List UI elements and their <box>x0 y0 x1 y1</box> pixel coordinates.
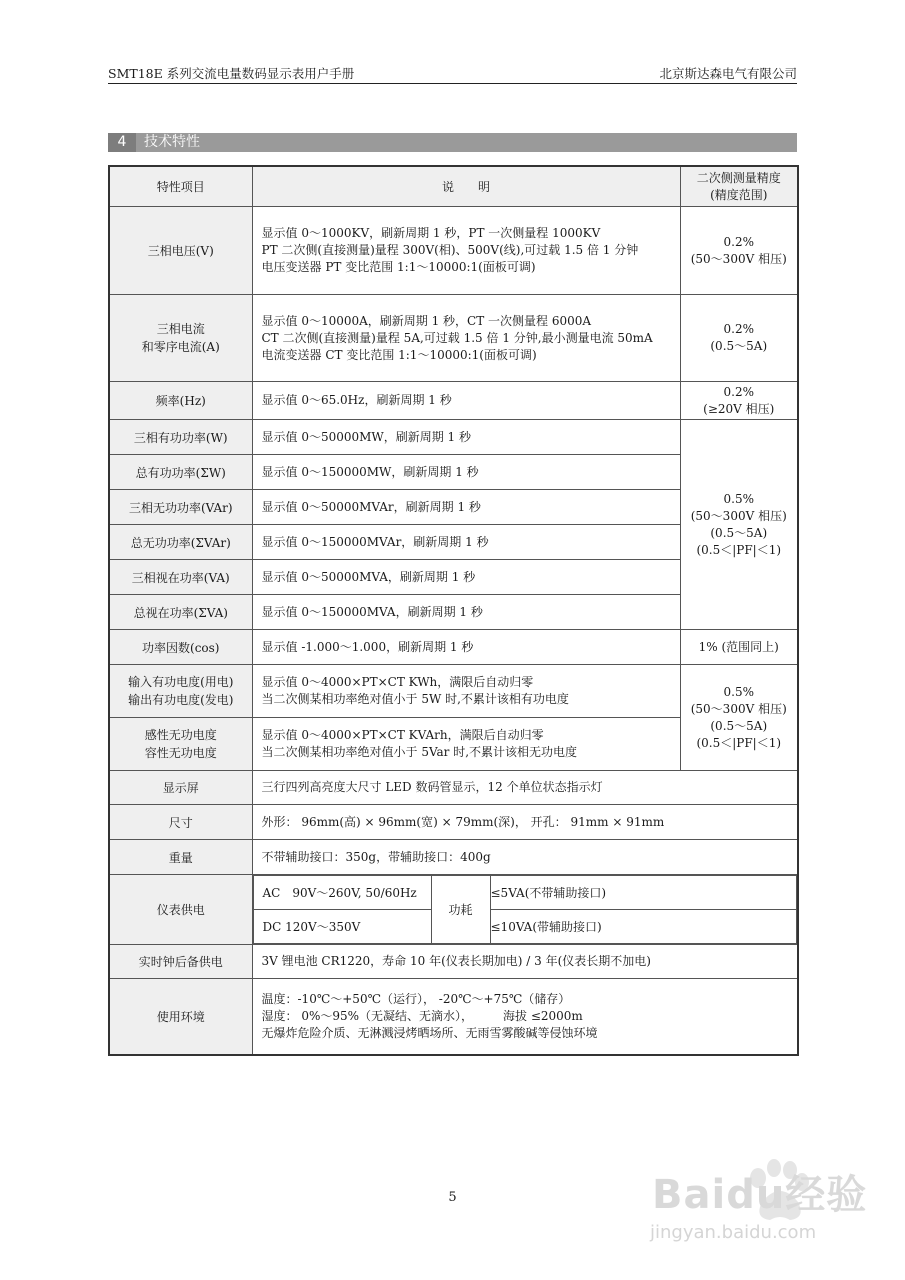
item-current <box>109 295 252 382</box>
item-size: 尺寸 <box>109 805 252 840</box>
supply-p2: ≤10VA(带辅助接口) <box>490 910 797 944</box>
desc-energy-reactive <box>252 718 680 771</box>
header-desc: 说 明 <box>252 166 680 207</box>
item-clock: 实时钟后备供电 <box>109 945 252 979</box>
table-row <box>109 630 798 665</box>
desc-energy-active <box>252 665 680 718</box>
desc-env <box>252 979 798 1055</box>
item-frequency: 频率(Hz) <box>109 382 252 420</box>
section-title: 技术特性 <box>144 134 200 150</box>
table-row <box>109 295 798 382</box>
item-line: 输出有功电度(发电) <box>128 693 234 707</box>
desc-power: 显示值 0～50000MVA，刷新周期 1 秒 <box>252 560 680 595</box>
desc-pf: 显示值 -1.000～1.000，刷新周期 1 秒 <box>252 630 680 665</box>
table-row <box>109 665 798 718</box>
item-env: 使用环境 <box>109 979 252 1055</box>
acc-current <box>680 295 798 382</box>
item-line: 三相电流 <box>156 322 205 336</box>
acc-line: (0.5＜|PF|＜1) <box>696 542 782 557</box>
item-power: 三相无功功率(VAr) <box>109 490 252 525</box>
item-energy-active <box>109 665 252 718</box>
desc-line: 当二次侧某相功率绝对值小于 5W 时,不累计该相有功电度 <box>261 692 569 706</box>
desc-line: 无爆炸危险介质、无淋溅浸烤晒场所、无雨雪雾酸碱等侵蚀环境 <box>261 1025 598 1040</box>
section-number: 4 <box>108 133 136 152</box>
desc-line: 显示值 0～4000×PT×CT KWh，满限后自动归零 <box>261 675 534 689</box>
item-power: 三相视在功率(VA) <box>109 560 252 595</box>
table-row <box>109 382 798 420</box>
desc-line: 显示值 0～1000KV，刷新周期 1 秒，PT 一次侧量程 1000KV <box>261 226 601 240</box>
desc-line: 当二次侧某相功率绝对值小于 5Var 时,不累计该相无功电度 <box>261 745 578 759</box>
item-line: 感性无功电度 <box>144 728 217 742</box>
item-power: 总有功功率(ΣW) <box>109 455 252 490</box>
supply-dc: DC 120V～350V <box>253 910 431 944</box>
item-pf: 功率因数(cos) <box>109 630 252 665</box>
desc-power: 显示值 0～50000MW，刷新周期 1 秒 <box>252 420 680 455</box>
item-line: 输入有功电度(用电) <box>128 675 234 689</box>
desc-supply <box>252 875 798 945</box>
desc-power: 显示值 0～150000MW，刷新周期 1 秒 <box>252 455 680 490</box>
acc-pf: 1% (范围同上) <box>680 630 798 665</box>
table-row <box>109 945 798 979</box>
acc-line: (0.5～5A) <box>710 525 768 540</box>
acc-line: (0.5～5A) <box>710 339 768 353</box>
acc-voltage <box>680 207 798 295</box>
acc-line: (50～300V 相压) <box>690 251 787 266</box>
header-rule <box>108 83 797 84</box>
acc-line: (≥20V 相压) <box>703 401 775 416</box>
desc-line: CT 二次侧(直接测量)量程 5A,可过载 1.5 倍 1 分钟,最小测量电流 50mA <box>261 330 653 345</box>
header-acc: 二次侧测量精度 (精度范围) <box>680 166 798 207</box>
desc-weight: 不带辅助接口：350g，带辅助接口：400g <box>252 840 798 875</box>
acc-line: (0.5～5A) <box>710 718 768 733</box>
desc-current <box>252 295 680 382</box>
supply-p1: ≤5VA(不带辅助接口) <box>490 876 797 910</box>
item-power: 三相有功功率(W) <box>109 420 252 455</box>
table-row <box>109 805 798 840</box>
watermark-brand: Baidu经验 <box>652 1172 868 1218</box>
desc-line: 温度：-10℃～+50℃（运行）， -20℃～+75℃（储存） <box>261 991 571 1006</box>
table-row <box>109 771 798 805</box>
item-power: 总视在功率(ΣVA) <box>109 595 252 630</box>
supply-ac: AC 90V～260V, 50/60Hz <box>253 876 431 910</box>
acc-frequency <box>680 382 798 420</box>
acc-power <box>680 420 798 630</box>
desc-line: 显示值 0～10000A，刷新周期 1 秒，CT 一次侧量程 6000A <box>261 313 592 328</box>
acc-energy <box>680 665 798 771</box>
item-line: 和零序电流(A) <box>141 340 220 354</box>
item-line: 容性无功电度 <box>144 746 217 760</box>
acc-line: 0.2% <box>723 384 754 399</box>
acc-line: 0.5% <box>723 491 754 506</box>
desc-line: 湿度： 0%～95%（无凝结、无滴水）， 海拔 ≤2000m <box>261 1008 583 1023</box>
supply-subtable <box>253 875 798 944</box>
header-title: SMT18E 系列交流电量数码显示表用户手册 <box>108 66 355 81</box>
desc-line: 电流变送器 CT 变比范围 1:1～10000:1(面板可调) <box>261 347 537 362</box>
desc-power: 显示值 0～150000MVA，刷新周期 1 秒 <box>252 595 680 630</box>
desc-size: 外形： 96mm(高) × 96mm(宽) × 79mm(深)， 开孔： 91mm × 91mm <box>252 805 798 840</box>
item-power: 总无功功率(ΣVAr) <box>109 525 252 560</box>
acc-line: 0.2% <box>723 234 754 249</box>
item-energy-reactive <box>109 718 252 771</box>
desc-line: PT 二次侧(直接测量)量程 300V(相)、500V(线),可过载 1.5 倍 1 分钟 <box>261 243 639 257</box>
desc-clock: 3V 锂电池 CR1220，寿命 10 年(仪表长期加电) / 3 年(仪表长期不加电) <box>252 945 798 979</box>
watermark-url: jingyan.baidu.com <box>650 1222 817 1243</box>
desc-voltage <box>252 207 680 295</box>
table-row <box>109 207 798 295</box>
table-row <box>109 875 798 945</box>
acc-line: (50～300V 相压) <box>690 508 787 523</box>
table-row <box>109 979 798 1055</box>
table-row <box>109 840 798 875</box>
item-weight: 重量 <box>109 840 252 875</box>
page-number: 5 <box>448 1190 457 1205</box>
desc-line: 电压变送器 PT 变比范围 1:1～10000:1(面板可调) <box>261 260 536 274</box>
acc-line: 0.5% <box>723 684 754 699</box>
desc-line: 显示值 0～4000×PT×CT KVArh，满限后自动归零 <box>261 728 544 742</box>
spec-table <box>108 165 799 1056</box>
desc-frequency: 显示值 0～65.0Hz，刷新周期 1 秒 <box>252 382 680 420</box>
desc-power: 显示值 0～50000MVAr，刷新周期 1 秒 <box>252 490 680 525</box>
acc-line: (50～300V 相压) <box>690 701 787 716</box>
acc-line: (0.5＜|PF|＜1) <box>696 735 782 750</box>
item-voltage: 三相电压(V) <box>109 207 252 295</box>
desc-display: 三行四列高亮度大尺寸 LED 数码管显示，12 个单位状态指示灯 <box>252 771 798 805</box>
desc-power: 显示值 0～150000MVAr，刷新周期 1 秒 <box>252 525 680 560</box>
supply-label: 功耗 <box>431 876 490 944</box>
section-heading <box>108 133 797 152</box>
table-row <box>109 420 798 455</box>
header-item: 特性项目 <box>109 166 252 207</box>
item-display: 显示屏 <box>109 771 252 805</box>
table-header-row <box>109 166 798 207</box>
acc-line: 0.2% <box>723 322 754 336</box>
item-supply: 仪表供电 <box>109 875 252 945</box>
header-company: 北京斯达森电气有限公司 <box>659 66 797 81</box>
